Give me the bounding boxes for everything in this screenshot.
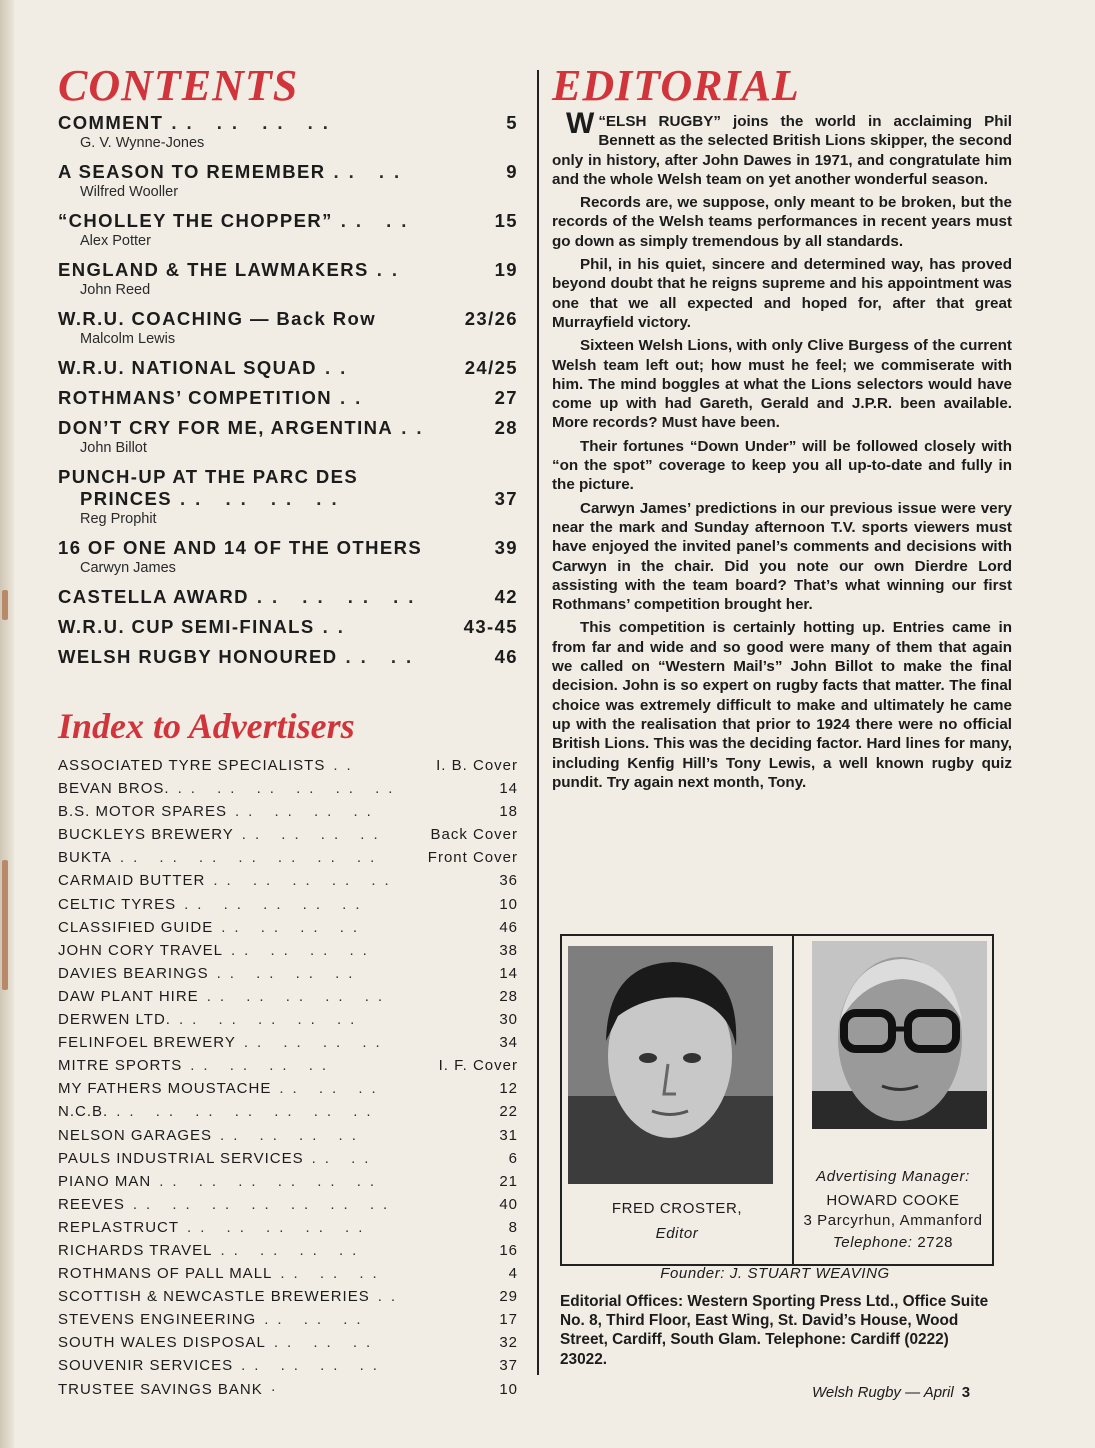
ad-manager-panel [792,936,992,1264]
contents-page: 23/26 [464,308,518,329]
editorial-paragraph: Their fortunes “Down Under” will be followed closely with “on the spot” coverage to keep you all up-to-date and fully in the picture. [552,437,1012,494]
advertiser-row [58,869,518,892]
advertiser-page: 16 [499,1241,518,1259]
editorial-heading: EDITORIAL [552,61,800,110]
advertiser-row [58,1100,518,1123]
dot-leader: .. .. .. .. [241,1357,386,1375]
dot-leader: .. .. .. .. .. .. .. [132,1195,397,1213]
advertiser-name: N.C.B. [58,1103,109,1121]
advertiser-row [58,1378,518,1401]
contents-page: 37 [494,488,518,509]
advertiser-name: BUKTA [58,849,112,867]
advertiser-page: 17 [499,1311,518,1329]
contents-title: WELSH RUGBY HONOURED [58,646,338,667]
advertiser-row [58,1008,518,1031]
advertiser-row [58,1216,518,1239]
editorial-body [552,107,1012,792]
advertiser-name: CELTIC TYRES [58,895,177,913]
dot-leader: .. .. .. [264,1311,370,1329]
contents-entry [58,161,518,201]
advertiser-name: DERWEN LTD. [58,1011,171,1029]
dot-leader: .. .. .. .. [243,1034,389,1052]
right-column [552,61,1012,796]
dot-leader: .. .. .. .. [190,1057,336,1075]
page-footer [812,1384,970,1401]
advertiser-name: PIANO MAN [58,1172,152,1190]
advertiser-row [58,1193,518,1216]
advertiser-name: ASSOCIATED TYRE SPECIALISTS [58,757,326,774]
contents-page: 46 [494,646,518,667]
advertiser-row [58,962,518,985]
dot-leader: .. .. .. .. .. .. .. [116,1103,380,1121]
advertiser-row [58,1331,518,1354]
dot-leader: .. .. .. [279,1080,385,1098]
dot-leader: .. [340,387,371,408]
dot-leader: .. .. .. .. [230,941,376,959]
contents-author: John Billot [80,440,147,456]
dot-leader: .. .. .. .. .. [178,1011,364,1029]
editorial-paragraph: Records are, we suppose, only meant to be broken, but the records of the Welsh teams performances in recent years must go down as simply tremendous by all standards. [552,194,1012,250]
phone-label: Telephone: [832,1234,913,1251]
dot-leader: .. .. .. .. [221,918,367,936]
advertiser-name: BEVAN BROS. [58,780,170,798]
contents-author: Wilfred Wooller [80,184,179,200]
advertiser-name: CARMAID BUTTER [58,872,206,890]
advertiser-page: 30 [499,1011,518,1029]
contents-entry [58,308,518,348]
advertiser-page: 40 [499,1195,518,1213]
contents-list [58,112,518,668]
dot-leader: .. .. .. .. [216,964,362,982]
dot-leader: .. [401,417,432,438]
contents-title: “CHOLLEY THE CHOPPER” [58,210,333,231]
contents-page: 15 [494,210,518,231]
advertiser-row [58,1170,518,1193]
advertiser-name: SCOTTISH & NEWCASTLE BREWERIES [58,1288,370,1306]
publication-name: Welsh Rugby — April [812,1384,954,1401]
editorial-paragraph: Carwyn James’ predictions in our previous issue were very near the mark and Sunday afternoon T.V. sports viewers must have enjoyed the invited panel’s comments and decisions with Carwyn in the chair. Did you note our own Dierdre Lord assisting with the team board? That’s what winning our first Rothmans’ competition brought her. [552,499,1012,614]
contents-title: 16 OF ONE AND 14 OF THE OTHERS [58,537,423,558]
advertiser-row [58,893,518,916]
advertiser-row [58,800,518,823]
advertiser-row [58,916,518,939]
advertiser-page: 14 [499,964,518,982]
advertiser-row [58,1124,518,1147]
contents-title: A SEASON TO REMEMBER [58,161,326,182]
advertiser-page: 34 [499,1034,518,1052]
editorial-paragraph: Sixteen Welsh Lions, with only Clive Burgess of the current Welsh team left out; how must he feel; we commiserate with him. The mind boggles at what the Lions selectors would have come up with had Gareth, Gerald and J.P.R. been available. More records? Must have been. [552,337,1012,432]
advertiser-page: 29 [499,1288,518,1306]
contents-page: 9 [506,161,518,182]
advertiser-page: 37 [499,1357,518,1375]
advertiser-row [58,754,518,777]
contents-title: DON’T CRY FOR ME, ARGENTINA [58,417,394,438]
dot-leader: .. .. .. .. .. [187,1218,372,1236]
contents-page: 28 [494,417,518,438]
page-binding-edge [0,0,14,1448]
editorial-dropcap: W [566,107,595,140]
advertiser-name: PAULS INDUSTRIAL SERVICES [58,1149,304,1167]
phone-number: 2728 [917,1234,954,1251]
advertiser-page: I. F. Cover [438,1057,518,1075]
advertiser-row [58,1077,518,1100]
advertiser-page: Front Cover [427,849,518,867]
advertiser-row [58,1147,518,1170]
advertiser-page: 32 [499,1334,518,1352]
contents-author: G. V. Wynne-Jones [80,135,205,151]
advertiser-name: MY FATHERS MOUSTACHE [58,1080,272,1098]
contents-author: John Reed [80,282,151,298]
contents-entry [58,357,518,379]
advertiser-row [58,1031,518,1054]
contents-page: 27 [494,387,518,408]
contents-title: CASTELLA AWARD [58,586,249,607]
advertiser-name: REPLASTRUCT [58,1218,180,1236]
page-number: 3 [961,1384,971,1401]
contents-page: 19 [494,259,518,280]
contents-title: PUNCH-UP AT THE PARC DES [58,466,359,487]
contents-page: 43-45 [463,616,518,637]
dot-leader: .. .. [311,1149,378,1167]
advertiser-page: 36 [499,872,518,890]
contents-page: 24/25 [464,357,518,378]
editor-panel [562,936,792,1264]
ad-manager-photo [812,941,987,1129]
editorial-offices: Editorial Offices: Western Sporting Press Ltd., Office Suite No. 8, Third Floor, East Wing, St. David’s House, Wood Street, Cardiff, South Glam. Telephone: Cardiff (0222) 23022. [560,1293,989,1368]
editorial-open-quote: “ [598,113,606,130]
advertiser-name: DAVIES BEARINGS [58,964,209,982]
editorial-paragraph: This competition is certainly hotting up. Entries came in from far and wide and so good were many of them that again we called on “Western Mail’s” John Billot to make the final decision. John is so expert on rugby facts that matter. The final choice was extremely difficult to make and ultimately he came up with the realisation that prior to 1924 there were no official British Lions. This was the deciding factor. Hard lines for many, including Kenfig Hill’s Tony Lewis, a well known rugby quiz pundit. Try again next month, Tony. [552,619,1012,791]
ad-manager-phone [794,1234,992,1251]
contents-entry [58,537,518,577]
contents-entry [58,616,518,638]
contents-title: W.R.U. COACHING — Back Row [58,308,377,329]
editor-name: FRED CROSTER, [611,1200,743,1217]
advertiser-name: DAW PLANT HIRE [58,987,199,1005]
advertiser-page: 46 [499,918,518,936]
editor-role: Editor [655,1225,699,1242]
advertiser-name: BUCKLEYS BREWERY [58,826,234,844]
contents-title: ENGLAND & THE LAWMAKERS [58,259,369,280]
contents-title: COMMENT [58,112,164,133]
dot-leader: .. .. .. .. .. .. [159,1172,384,1190]
contents-entry [58,417,518,457]
advertiser-row [58,846,518,869]
dot-leader: .. [333,757,360,774]
contents-page: 5 [506,112,518,133]
editorial-paragraph-text: ELSH RUGBY” joins the world in acclaiming Phil Bennett as the selected British Lions skipper, the second only in history, after John Dawes in 1971, and congratulate him and the whole Welsh team on yet another wonderful season. [552,113,1012,188]
dot-leader: .. .. .. [273,1334,380,1352]
dot-leader: · [270,1380,285,1398]
contents-page: 39 [494,537,518,558]
contents-entry [58,210,518,250]
dot-leader: .. .. .. .. [220,1241,366,1259]
contents-author: Alex Potter [80,233,151,249]
dot-leader: .. [324,357,356,378]
editorial-paragraph [552,107,1012,189]
contents-title: ROTHMANS’ COMPETITION [58,387,333,408]
staff-photo-box [560,934,994,1266]
editor-photo [568,946,773,1184]
advertiser-name: STEVENS ENGINEERING [58,1311,257,1329]
contents-author: Reg Prophit [80,511,157,527]
dot-leader: .. .. .. .. .. [213,872,398,890]
advertiser-name: REEVES [58,1195,125,1213]
dot-leader: .. .. .. .. .. [184,895,369,913]
dot-leader: .. .. .. .. [180,488,347,509]
advertiser-name: FELINFOEL BREWERY [58,1034,236,1052]
dot-leader: .. .. .. [280,1265,386,1283]
dot-leader: .. .. .. .. .. [206,987,392,1005]
advertiser-row [58,1308,518,1331]
advertiser-row [58,1285,518,1308]
advertiser-name: MITRE SPORTS [58,1057,183,1075]
advertiser-page: 28 [499,987,518,1005]
dot-leader: .. .. .. .. [256,586,424,607]
binding-mark [2,860,8,990]
advertiser-row [58,985,518,1008]
dot-leader: .. .. .. .. .. .. [177,780,402,798]
contents-heading: CONTENTS [58,61,299,110]
advertiser-page: 38 [499,941,518,959]
advertiser-page: I. B. Cover [436,757,518,774]
advertiser-page: 14 [499,780,518,798]
advertiser-name: CLASSIFIED GUIDE [58,918,214,936]
advertiser-page: 4 [508,1265,518,1283]
advertiser-row [58,777,518,800]
dot-leader: .. .. [340,210,417,231]
dot-leader: .. .. [345,646,422,667]
contents-entry [58,259,518,299]
advertiser-row [58,1262,518,1285]
contents-author: Carwyn James [80,560,176,576]
dot-leader: .. [376,259,408,280]
dot-leader: .. [377,1288,405,1306]
advertiser-page: 10 [499,895,518,913]
dot-leader: .. .. .. .. [220,1126,365,1144]
dot-leader: .. .. .. .. .. .. .. [119,849,384,867]
advertiser-name: SOUTH WALES DISPOSAL [58,1334,266,1352]
advertiser-name: ROTHMANS OF PALL MALL [58,1265,273,1283]
advertiser-name: TRUSTEE SAVINGS BANK [58,1380,263,1398]
dot-leader: .. .. [333,161,410,182]
dot-leader: .. .. .. .. [241,826,387,844]
advertiser-page: Back Cover [430,826,518,844]
advertiser-page: 31 [499,1126,518,1144]
advertiser-row [58,1054,518,1077]
advertiser-page: 12 [499,1080,518,1098]
advertiser-name: RICHARDS TRAVEL [58,1241,213,1259]
left-column [58,61,518,1401]
binding-mark [2,590,8,620]
advertiser-row [58,1239,518,1262]
column-divider [537,70,539,1375]
contents-entry [58,112,518,152]
advertisers-heading: Index to Advertisers [58,706,355,746]
contents-title: W.R.U. NATIONAL SQUAD [58,357,317,378]
advertiser-name: B.S. MOTOR SPARES [58,803,227,821]
dot-leader: .. [322,616,353,637]
advertiser-row [58,939,518,962]
advertisers-list [58,754,518,1401]
advertiser-name: SOUVENIR SERVICES [58,1357,234,1375]
advertiser-page: 8 [508,1218,518,1236]
advertiser-page: 22 [499,1103,518,1121]
contents-page: 42 [494,586,518,607]
advertiser-page: 10 [499,1380,518,1398]
contents-entry [58,586,518,608]
editorial-paragraph: Phil, in his quiet, sincere and determined way, has proved beyond doubt that he reigns supreme and his appointment was one that we all expected and hoped for, after that great Murrayfield victory. [552,256,1012,331]
contents-title-continued: PRINCES [80,488,173,509]
contents-author: Malcolm Lewis [80,331,176,347]
advertiser-page: 6 [508,1149,518,1167]
advertiser-name: JOHN CORY TRAVEL [58,941,223,959]
ad-manager-name: HOWARD COOKE [826,1192,960,1209]
advertiser-page: 18 [499,803,518,821]
dot-leader: .. .. .. .. [171,112,338,133]
advertiser-page: 21 [499,1172,518,1190]
advertiser-row [58,823,518,846]
contents-entry [58,466,518,528]
contents-entry [58,646,518,668]
ad-manager-role: Advertising Manager: [816,1168,970,1185]
contents-title: W.R.U. CUP SEMI-FINALS [58,616,315,637]
contents-entry [58,387,518,409]
ad-manager-address: 3 Parcyrhun, Ammanford [803,1212,983,1229]
advertiser-row [58,1354,518,1377]
founder-line: Founder: J. STUART WEAVING [660,1265,890,1282]
advertiser-name: NELSON GARAGES [58,1126,213,1144]
dot-leader: .. .. .. .. [234,803,380,821]
